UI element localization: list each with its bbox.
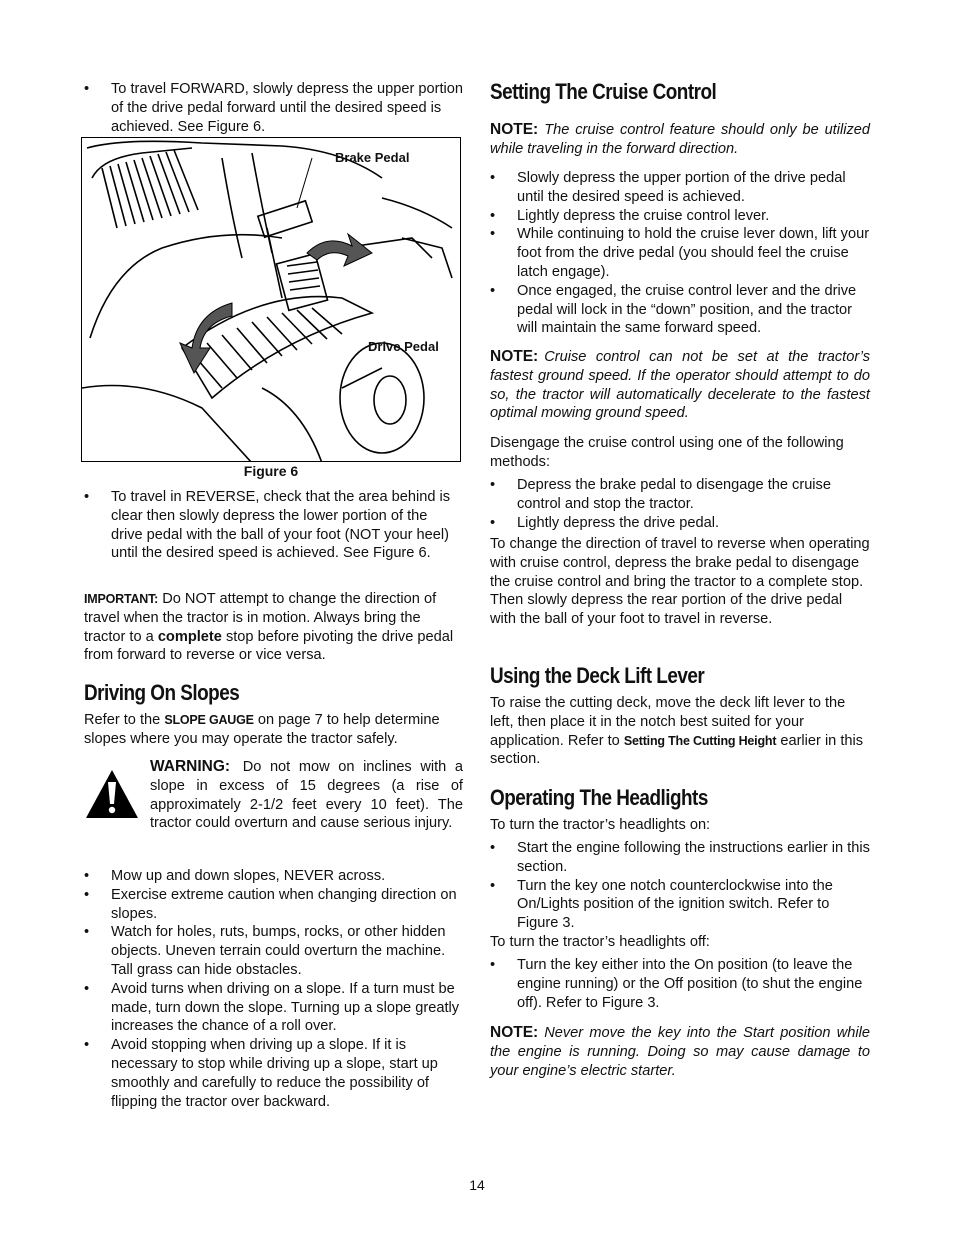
important-paragraph: IMPORTANT: Do NOT attempt to change the direction of travel when the tractor is in motion. Always bring the tractor to a complete stop before pivoting the drive pedal from forward to reverse or vice versa. [84,591,454,664]
note-1: NOTE: The cruise control feature should only be utilized while traveling in the forward direction. [490,121,870,157]
reverse-bullet: • To travel in REVERSE, check that the area behind is clear then slowly depress the lower portion of the drive pedal with the ball of your foot (NOT your heel) until the desired speed is achieved. See Figure 6. [84,488,463,563]
list-item: • Slowly depress the upper portion of the drive pedal until the desired speed is achieved. [490,169,870,207]
list-item: • Depress the brake pedal to disengage the cruise control and stop the tractor. [490,476,870,514]
list-item: • While continuing to hold the cruise lever down, lift your foot from the drive pedal (you should feel the cruise latch engage). [490,225,870,281]
tractor-pedal-drawing [82,138,461,462]
driving-on-slopes-heading: Driving On Slopes [84,680,240,705]
list-item: • Turn the key either into the On position (to leave the engine running) or the Off position (to shut the engine off). Refer to Figure 3. [490,956,870,1012]
list-item: • Turn the key one notch counterclockwise into the On/Lights position of the ignition switch. Refer to Figure 3. [490,877,870,933]
forward-list [84,80,463,136]
list-item: • Lightly depress the drive pedal. [490,514,870,533]
warning-triangle-icon [84,768,140,820]
slope-safety-list [84,867,463,1111]
cruise-control-heading: Setting The Cruise Control [490,79,717,104]
list-item: • Mow up and down slopes, NEVER across. [84,867,463,886]
page-number: 14 [469,1177,485,1193]
warning-block [84,758,463,833]
drive-pedal-label: Drive Pedal [368,339,439,354]
reverse-paragraph: To change the direction of travel to reverse when operating with cruise control, depress the brake pedal to disengage the cruise control and bring the tractor to a complete stop. Then slowly depress the rear portion of the drive pedal with the ball of your foot to travel in reverse. [490,536,870,628]
forward-bullet: • To travel FORWARD, slowly depress the upper portion of the drive pedal forward until the desired speed is achieved. See Figure 6. [84,80,463,136]
figure-6-illustration [81,137,461,462]
slopes-intro: Refer to the SLOPE GAUGE on page 7 to help determine slopes where you may operate the tractor safely. [84,712,440,747]
lights-off-list [490,956,870,1012]
list-item: • Watch for holes, ruts, bumps, rocks, or other hidden objects. Uneven terrain could overturn the machine. Tall grass can hide obstacles. [84,923,463,979]
figure-caption: Figure 6 [243,463,299,479]
lights-on-list [490,839,870,933]
brake-pedal-label: Brake Pedal [335,150,410,165]
headlights-heading: Operating The Headlights [490,785,708,810]
list-item: • Exercise extreme caution when changing direction on slopes. [84,886,463,924]
deck-lift-heading: Using the Deck Lift Lever [490,663,705,688]
list-item: • Avoid turns when driving on a slope. If a turn must be made, turn down the slope. Turning up a slope greatly increases the chance of a roll over. [84,980,463,1036]
list-item: • Avoid stopping when driving up a slope. If it is necessary to stop while driving up a slope, start up smoothly and carefully to reduce the possibility of flipping the tractor over backward. [84,1036,463,1111]
disengage-list [490,476,870,532]
list-item: • Once engaged, the cruise control lever and the drive pedal will lock in the “down” position, and the tractor will maintain the same forward speed. [490,282,870,338]
lights-off-intro: To turn the tractor’s headlights off: [490,934,710,950]
note-2: NOTE: Cruise control can not be set at the tractor’s fastest ground speed. If the operator should attempt to do so, the tractor will automatically decelerate to the fastest optimal mowing ground speed. [490,348,870,422]
lights-on-intro: To turn the tractor’s headlights on: [490,817,711,833]
disengage-intro: Disengage the cruise control using one of the following methods: [490,435,844,470]
deck-lift-text: To raise the cutting deck, move the deck lift lever to the left, then place it in the notch best suited for your application. Refer to Setting The Cutting Height earlier in this section. [490,695,864,768]
cruise-steps-list [490,169,870,338]
list-item: • Start the engine following the instructions earlier in this section. [490,839,870,877]
important-label: IMPORTANT: [84,592,159,606]
warning-text: WARNING: Do not mow on inclines with a slope in excess of 15 degrees (a rise of approximately 2-1/2 feet every 10 feet). The tractor could overturn and cause serious injury. [150,758,463,832]
list-item: • Lightly depress the cruise control lever. [490,207,870,226]
reverse-list [84,488,463,563]
note-3: NOTE: Never move the key into the Start position while the engine is running. Doing so may cause damage to your engine’s electric starter. [490,1024,870,1079]
